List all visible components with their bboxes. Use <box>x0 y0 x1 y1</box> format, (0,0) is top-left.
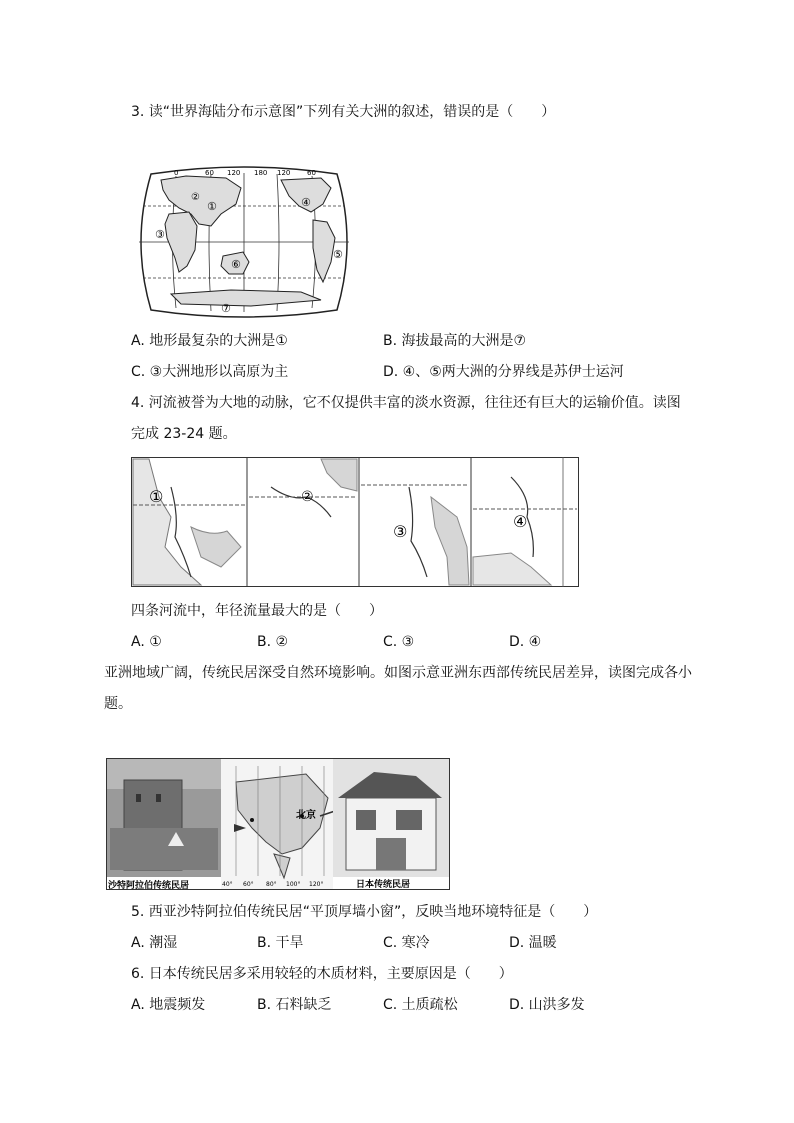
caption-japan-house: 日本传统民居 <box>356 880 411 890</box>
q6-option-b: B. 石料缺乏 <box>257 997 332 1013</box>
lon-label: 100° <box>286 881 301 888</box>
caption-saudi-house: 沙特阿拉伯传统民居 <box>108 881 190 890</box>
q6-option-d: D. 山洪多发 <box>509 997 585 1013</box>
q4-option-b: B. ② <box>257 634 289 650</box>
map-label-2: ② <box>191 192 200 203</box>
q3-stem: 3. 读“世界海陆分布示意图”下列有关大洲的叙述，错误的是（ ） <box>131 104 556 120</box>
q5-option-d: D. 温暖 <box>509 935 557 951</box>
q5-option-a: A. 潮湿 <box>131 935 178 951</box>
lon-label: 120° <box>309 881 324 888</box>
q3-option-a: A. 地形最复杂的大洲是① <box>131 333 288 349</box>
river-number-4: ④ <box>513 512 528 531</box>
q3-option-c: C. ③大洲地形以高原为主 <box>131 364 289 380</box>
lon-label: 60° <box>243 881 254 888</box>
q5-stem: 5. 西亚沙特阿拉伯传统民居“平顶厚墙小窗”，反映当地环境特征是（ ） <box>131 904 598 920</box>
q3-option-d: D. ④、⑤两大洲的分界线是苏伊士运河 <box>383 364 624 380</box>
world-map-figure <box>131 166 357 318</box>
map-lon-label: 60 <box>205 169 214 177</box>
map-label-1: ① <box>207 200 217 213</box>
intro-line1: 亚洲地域广阔，传统民居深受自然环境影响。如图示意亚洲东西部传统民居差异，读图完成各小 <box>104 665 692 681</box>
map-label-4: ④ <box>301 196 311 209</box>
housing-figure <box>106 758 450 890</box>
q5-option-c: C. 寒冷 <box>383 935 430 951</box>
map-lon-label: 120 <box>227 169 241 177</box>
q4-option-c: C. ③ <box>383 634 415 650</box>
intro-line2: 题。 <box>104 696 132 712</box>
map-lon-label: 60 <box>307 169 316 177</box>
map-label-5: ⑤ <box>333 248 343 261</box>
q5-option-b: B. 干旱 <box>257 935 304 951</box>
map-lon-label: 0 <box>174 169 179 177</box>
map-label-3: ③ <box>155 228 165 241</box>
lon-label: 40° <box>222 881 233 888</box>
map-label-beijing: 北京 <box>296 810 316 821</box>
lon-label: 80° <box>266 881 277 888</box>
map-label-6: ⑥ <box>231 258 241 271</box>
q4-sub-question: 四条河流中，年径流量最大的是（ ） <box>131 603 383 619</box>
map-lon-label: 180 <box>254 169 268 177</box>
map-label-7: ⑦ <box>221 302 231 315</box>
q4-option-d: D. ④ <box>509 634 542 650</box>
q4-option-a: A. ① <box>131 634 162 650</box>
q6-option-c: C. 土质疏松 <box>383 997 458 1013</box>
q6-option-a: A. 地震频发 <box>131 997 206 1013</box>
q6-stem: 6. 日本传统民居多采用较轻的木质材料，主要原因是（ ） <box>131 966 513 982</box>
rivers-figure <box>131 457 579 587</box>
q3-option-b: B. 海拔最高的大洲是⑦ <box>383 333 527 349</box>
river-number-1: ① <box>149 487 164 506</box>
river-number-2: ② <box>301 489 314 505</box>
q4-stem-line2: 完成 23-24 题。 <box>131 426 237 442</box>
q4-stem-line1: 4. 河流被誉为大地的动脉，它不仅提供丰富的淡水资源，往往还有巨大的运输价值。读图 <box>131 395 681 411</box>
river-number-3: ③ <box>393 522 408 541</box>
map-lon-label: 120 <box>277 169 291 177</box>
